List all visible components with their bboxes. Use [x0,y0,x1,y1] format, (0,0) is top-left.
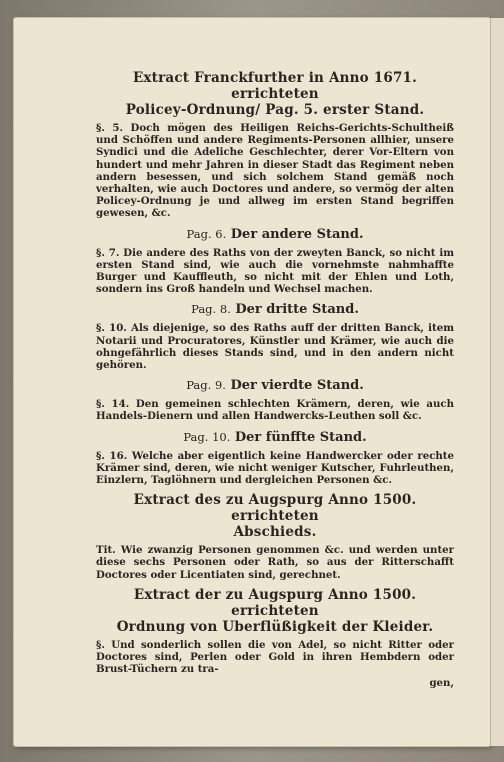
paragraph-s14: §. 14. Den gemeinen schlechten Krämern, deren, wie auch Handels-Dienern und allen Handwercks-Leuthen soll &c. [96,398,454,423]
heading-line: Extract Franckfurther in Anno 1671. errichteten [132,70,418,102]
paragraph-tit: Tit. Wie zwanzig Personen genommen &c. und werden unter diese sechs Personen oder Rath, so aus der Ritterschafft Doctores oder Licentiaten sind, gerechnet. [96,544,454,581]
section-heading-pag10 [96,429,454,446]
heading-augspurg-kleider [96,587,454,635]
page-ref: Pag. 6. [186,226,227,241]
page-ref: Pag. 9. [186,378,226,393]
page-content [96,70,454,689]
paragraph-s16: §. 16. Welche aber eigentlich keine Handwercker oder rechte Krämer sind, deren, wie nicht weniger Kutscher, Fuhrleuthen, Einzlern, Taglöhnern und dergleichen Personen &c. [96,449,454,487]
section-heading-pag8 [96,301,454,318]
page-ref: Pag. 10. [183,429,231,444]
section-heading-pag9 [96,377,454,394]
heading-line: Extract der zu Augspurg Anno 1500. errichteten [133,586,417,619]
heading-line: Extract des zu Augspurg Anno 1500. errichteten [133,492,417,525]
section-title: Der fünffte Stand. [234,429,367,445]
section-title: Der andere Stand. [230,226,364,242]
heading-line: Ordnung von Uberflüßigkeit der Kleider. [116,618,434,635]
page-ref: Pag. 8. [191,302,231,317]
catchword: gen, [429,677,454,690]
heading-line: Abschieds. [233,524,317,541]
adjacent-page-edge [490,18,504,746]
paragraph-s5: §. 5. Doch mögen des Heiligen Reichs-Gerichts-Schultheiß und Schöffen und andere Regiments-Personen allhier, unsere Syndici und die Adeliche Geschlechter, derer Vor-Eltern von hundert und mehr Jahren in dieser Stadt das Regiment neben andern besessen, und sich solchem Stand gemäß noch verhalten, wie auch Doctores und andere, so vermög der alten Policey-Ordnung je und allweg im ersten Stand begriffen gewesen, &c. [96,122,454,220]
heading-line: Policey-Ordnung/ Pag. 5. erster Stand. [125,102,425,118]
paragraph-kleider: §. Und sonderlich sollen die von Adel, so nicht Ritter oder Doctores sind, Perlen oder Gold in ihren Hembdern oder Brust-Tüchern zu tra- [96,638,454,676]
section-heading-pag6 [96,226,454,243]
section-title: Der dritte Stand. [235,302,359,318]
paragraph-s10: §. 10. Als diejenige, so des Raths auff der dritten Banck, item Notarii und Procuratores, Künstler und Krämer, wie auch die ohngefährlich dieses Stands sind, und in den andern nicht gehören. [96,322,454,372]
heading-augspurg-abschied [96,492,454,540]
section-title: Der vierdte Stand. [230,378,364,394]
paragraph-s7: §. 7. Die andere des Raths von der zweyten Banck, so nicht im ersten Stand sind, wie auch die vornehmste nahmhaffte Burger und Kauffleuth, so nicht mit der Ehlen und Loth, sondern ins Groß handeln und Wechsel machen. [96,246,454,296]
heading-franckfurt [96,70,454,118]
